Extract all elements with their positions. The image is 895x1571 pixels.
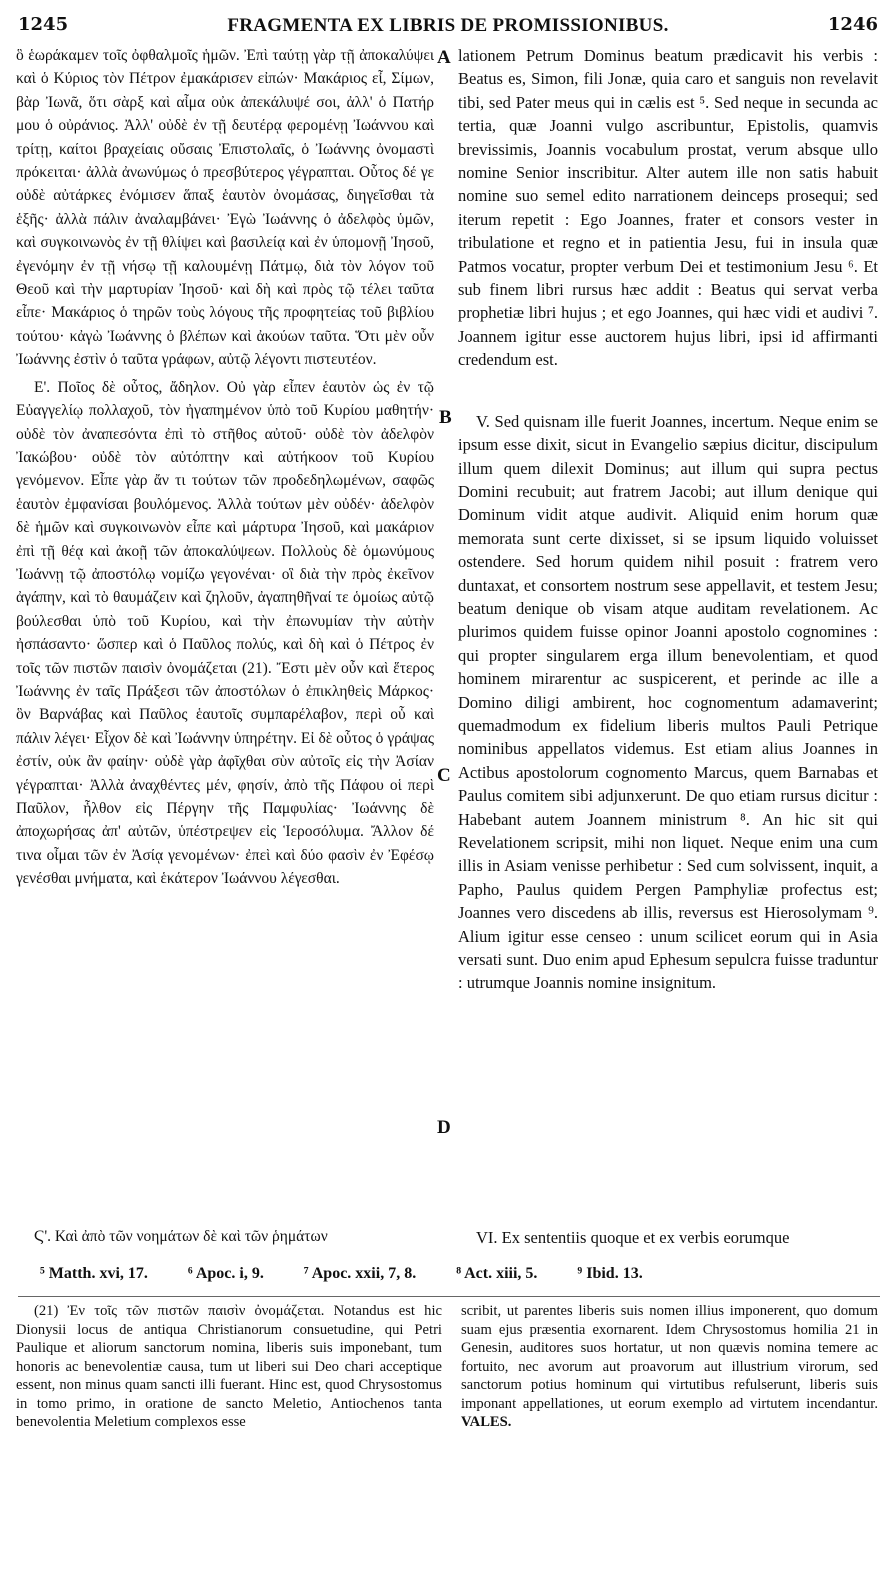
footnote-ref-5: ⁵ Matth. xvi, 17.: [40, 1265, 148, 1282]
scripture-references: [40, 1265, 880, 1283]
running-title: FRAGMENTA EX LIBRIS DE PROMISSIONIBUS.: [227, 15, 669, 36]
greek-column: [16, 44, 434, 1245]
page-number-right: 1246: [827, 14, 878, 35]
page-number-left: 1245: [18, 14, 69, 35]
page-header: [18, 14, 878, 40]
note-21-right: [461, 1302, 878, 1432]
margin-marker-a: A: [437, 47, 451, 68]
greek-paragraph-1: ὃ ἑωράκαμεν τοῖς ὀφθαλμοῖς ἡμῶν. Ἐπὶ ταύτῃ γὰρ τῇ ἀποκαλύψει καὶ ὁ Κύριος τὸν Πέτρον ἐμακάρισεν εἰπών· Μακάριος εἶ, Σίμων, βὰρ Ἰωνᾶ, ὅτι σὰρξ καὶ αἷμα οὐκ ἀπεκάλυψέ σοι, ἀλλ' ὁ Πατήρ μου ὁ οὐράνιος. Ἀλλ' οὐδὲ ἐν τῇ δευτέρᾳ φερομένῃ Ἰωάννου καὶ τρίτῃ, καίτοι βραχείαις οὔσαις Ἐπιστολαῖς, ὁ Ἰωάννης ὀνομαστὶ πρόκειται· ἀλλὰ ἀνωνύμως ὁ πρεσβύτερος γέγραπται. Οὗτος δέ γε οὐδὲ αὐτάρκες ἐνόμισεν ἅπαξ ἑαυτὸν ὀνομάσας, διηγεῖσθαι τὰ ἑξῆς· ἀλλὰ πάλιν ἀναλαμβάνει· Ἐγὼ Ἰωάννης ὁ ἀδελφὸς ὑμῶν, καὶ συγκοινωνὸς ἐν τῇ θλίψει καὶ βασιλείᾳ καὶ ἐν ὑπομονῇ Ἰησοῦ, ἐγενόμην ἐν τῇ νήσῳ τῇ καλουμένῃ Πάτμῳ, διὰ τὸν λόγον τοῦ Θεοῦ καὶ τὴν μαρτυρίαν Ἰησοῦ· καὶ δὴ καὶ πρὸς τῷ τέλει ταῦτα εἶπε· Μακάριος ὁ τηρῶν τοὺς λόγους τῆς προφητείας τοῦ βιβλίου τούτου· κἀγὼ Ἰωάννης ὁ βλέπων καὶ ἀκούων ταῦτα. Ὅτι μὲν οὖν Ἰωάννης ἐστὶν ὁ ταῦτα γράφων, αὐτῷ λέγοντι πιστευτέον.: [16, 47, 434, 369]
greek-paragraph-2: Ε'. Ποῖος δὲ οὗτος, ἄδηλον. Οὐ γὰρ εἶπεν ἑαυτὸν ὡς ἐν τῷ Εὐαγγελίῳ πολλαχοῦ, τὸν ἠγαπημένον ὑπὸ τοῦ Κυρίου μαθητήν· οὐδὲ τὸν ἀναπεσόντα ἐπὶ τὸ στῆθος αὐτοῦ· οὐδὲ τὸν ἀδελφὸν Ἰακώβου· οὐδὲ τὸν αὐτόπτην καὶ αὐτήκοον τοῦ Κυρίου γενόμενον. Εἶπε γὰρ ἄν τι τούτων τῶν προδεδηλωμένων, σαφῶς ἑαυτὸν ἐμφανίσαι βουλόμενος. Ἀλλὰ τούτων μὲν οὐδέν· ἀδελφὸν δὲ ἡμῶν καὶ συγκοινωνὸν εἶπε καὶ μάρτυρα Ἰησοῦ, καὶ μακάριον ἐπὶ τῇ θέᾳ καὶ ἀκοῇ τῶν ἀποκαλύψεων. Πολλοὺς δὲ ὁμωνύμους Ἰωάννῃ τῷ ἀποστόλῳ νομίζω γεγονέναι· οἳ διὰ τὴν πρὸς ἐκεῖνον ἀγάπην, καὶ τὸ θαυμάζειν καὶ ζηλοῦν, ἀγαπηθῆναί τε ὁμοίως αὐτῷ βούλεσθαι ὑπὸ τοῦ Κυρίου, καὶ τὴν ἐπωνυμίαν τὴν αὐτὴν ἠσπάσαντο· ὥσπερ καὶ ὁ Παῦλος πολύς, καὶ δὴ καὶ ὁ Πέτρος ἐν τοῖς τῶν πιστῶν παισὶν ὀνομάζεται (21). Ἔστι μὲν οὖν καὶ ἕτερος Ἰωάννης ἐν ταῖς Πράξεσι τῶν ἀποστόλων ὁ ἐπικληθεὶς Μάρκος· ὃν Βαρνάβας καὶ Παῦλος ἑαυτοῖς συμπαρέλαβον, περὶ οὗ καὶ πάλιν λέγει· Εἶχον δὲ καὶ Ἰωάννην ὑπηρέτην. Εἰ δὲ οὗτος ὁ γράψας ἐστίν, οὐκ ἂν φαίην· οὐδὲ γὰρ ἀφῖχθαι σὺν αὐτοῖς εἰς τὴν Ἀσίαν γέγραπται· Ἀλλὰ ἀναχθέντες μέν, φησίν, ἀπὸ τῆς Πάφου οἱ περὶ Παῦλον, ἦλθον εἰς Πέργην τῆς Παμφυλίας· Ἰωάννης δὲ ἀποχωρήσας ἀπ' αὐτῶν, ὑπέστρεψεν εἰς Ἱεροσόλυμα. Ἄλλον δέ τινα οἶμαι τῶν ἐν Ἀσίᾳ γενομένων· ἐπεὶ καὶ δύο φασὶν ἐν Ἐφέσῳ γενέσθαι μνήματα, καὶ ἑκάτερον Ἰωάννου λέγεσθαι.: [16, 378, 434, 888]
margin-marker-c: C: [437, 765, 451, 786]
greek-paragraph-3: Ϛ'. Καὶ ἀπὸ τῶν νοημάτων δὲ καὶ τῶν ῥημάτων: [34, 1228, 328, 1245]
footnote-divider: [18, 1296, 880, 1297]
margin-marker-b: B: [439, 407, 452, 428]
note-signature: VALES.: [461, 1414, 512, 1430]
footnote-ref-6: ⁶ Apoc. i, 9.: [187, 1265, 264, 1282]
latin-paragraph-3: VI. Ex sententiis quoque et ex verbis eorumque: [476, 1228, 790, 1247]
note-21-left: (21) Ἐν τοῖς τῶν πιστῶν παισὶν ὀνομάζεται. Notandus est hic Dionysii locus de antiqua Christianorum consuetudine, qui Petri Paulique et aliorum sanctorum nomina, liberis suis imponebant, tum honoris ac benevolentiæ causa, tum ut liberi sui Deo chari acceptique essent, non minus quam sancti illi fuerant. Hinc est, quod Chrysostomus in tomo primo, in oratione de sancto Meletio, Antiochenos tanta benevolentia Meletium complexos esse: [16, 1303, 442, 1430]
latin-paragraph-2: V. Sed quisnam ille fuerit Joannes, incertum. Neque enim se ipsum esse dixit, sicut in Evangelio sæpius dicitur, discipulum illum quem dilexit Dominus; aut illum qui supra pectus Domini recubuit; aut fratrem Jacobi; aut illum denique qui Dominum vidit atque audivit. Aliquid enim horum quæ memorata sunt certe dixisset, si se ipsum liquido voluisset ostendere. Sed horum quidem nihil posuit : fratrem vero duntaxat, et consortem nostrum sese appellavit, et testem Jesu; beatum denique ob visam atque auditam revelationem. Ac plurimos quidem fuisse opinor Joanni apostolo cognomines : qui propter singularem erga illum benevolentiam, et quod hominem mirarentur ac suspicerent, et perinde ac ille a Domino diligi ambirent, hoc cognomentum adamaverint; quemadmodum ex fidelium liberis multos Pauli Petrique nominibus appellatos videmus. Est etiam alius Joannes in Actibus apostolorum cognomento Marcus, quem Barnabas et Paulus comitem sibi adjunxerunt. De quo etiam rursus dicitur : Habebant autem Joannem ministrum ⁸. An hic sit qui Revelationem scripsit, mihi non liquet. Neque enim una cum illis in Asiam venisse perhibetur : Sed cum solvissent, inquit, a Papho, Paulus quidem Pergen Pamphyliæ profectus est; Joannes vero discedens ab illis, reversus est Hierosolymam ⁹. Alium igitur esse censeo : unum scilicet eorum qui in Asia versati sunt. Duo enim apud Ephesum sepulcra fuisse traduntur : utrumque Joannis nomine insignitum.: [458, 411, 878, 993]
footnote-ref-7: ⁷ Apoc. xxii, 7, 8.: [303, 1265, 417, 1282]
footnote-ref-8: ⁸ Act. xiii, 5.: [456, 1265, 538, 1282]
footnote-ref-9: ⁹ Ibid. 13.: [577, 1265, 643, 1282]
latin-paragraph-1: lationem Petrum Dominus beatum prædicavit his verbis : Beatus es, Simon, fili Jonæ, quia caro et sanguis non revelavit tibi, sed Pater meus qui in cælis est ⁵. Sed neque in secunda ac tertia, quæ Joanni vulgo ascribuntur, Epistolis, quamvis brevissimis, Joannis vocabulum prostat, verum absque ullo nomine Senior inscribitur. Alter autem ille non satis habuit nomine suo semel edito narrationem deinceps prosequi; sed iterum repetit : Ego Joannes, frater et consors vester in tribulatione et regno et in patientia Jesu, fui in insula quæ Patmos vocatur, propter verbum Dei et testimonium Jesu ⁶. Et sub finem libri rursus hæc addit : Beatus qui servat verba prophetiæ libri hujus ; et ego Joannes, qui hæc vidi et audivi ⁷. Joannem igitur esse auctorem hujus libri, ipsi id affirmanti credendum est.: [458, 46, 878, 370]
margin-marker-d: D: [437, 1117, 451, 1138]
note-21-right-text: scribit, ut parentes liberis suis nomen illius imponerent, quo domum suam ejus præsentia exornarent. Idem Chrysostomus homilia 21 in Genesin, auditores suos hortatur, ut non quævis nomina temere ac fortuito, nec avorum aut proavorum aut illustrium virorum, sed sanctorum potius hominum qui virtutibus refulserunt, liberis suis imponant appellationes, ut eorum exemplo ad virtutem incendantur.: [461, 1303, 878, 1412]
latin-column: [458, 44, 878, 1247]
